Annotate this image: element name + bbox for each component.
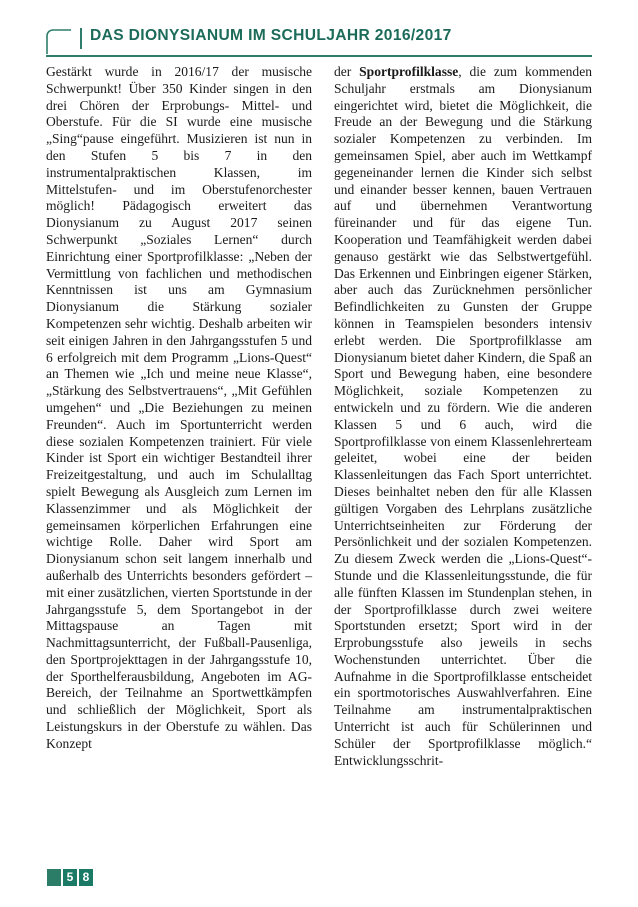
body-text-right: , die zum kommenden Schuljahr erstmals am Dionysianum eingerichtet wird, bietet die Möglichkeit, die Freude an der Bewegung und die Stärkung sozialer Kompetenzen zu verbinden. Im gemeinsamen Spiel, aber auch im Wettkampf gegeneinander lernen die Kinder sich selbst und einander besser kennen, bauen Vertrauen auf und übernehmen Verantwortung füreinander und für das eigene Tun. Kooperation und Teamfähigkeit werden dabei genauso gestärkt wie das Selbstwertgefühl. Das Erkennen und Einbringen eigener Stärken, aber auch das Zurücknehmen persönlicher Befindlichkeiten zu Gunsten der Gruppe können in Teamspielen besonders intensiv erlebt werden. Die Sportprofilklasse am Dionysianum bietet daher Kindern, die Spaß an Sport und Bewegung haben, eine besondere Möglichkeit, soziale Kompetenzen zu entwickeln und zu fördern. Wie die anderen Klassen 5 und 6 auch, wird die Sportprofilklasse von einem Klassenlehrerteam geleitet, wobei eine der beiden Klassenleitungen das Fach Sport unterrichtet. Dieses beinhaltet neben den für alle Klassen gültigen Vorgaben des Lehrplans zusätzliche Unterrichtseinheiten zur Förderung der Persönlichkeit und der sozialen Kompetenzen. Zu diesem Zweck werden die „Lions-Quest“-Stunde und die Klassenleitungsstunde, die für alle fünften Klassen im Stundenplan stehen, in der Sportprofilklasse durch zwei weitere Sportstunden ersetzt; Sport wird in der Erprobungsstufe also jeweils in sechs Wochenstunden unterrichtet. Über die Aufnahme in die Sportprofilklasse entscheidet ein sportmotorisches Auswahlverfahren. Eine Teilnahme am instrumentalpraktischen Unterricht ist auch für Schülerinnen und Schüler der Sportprofilklasse möglich.“ Entwicklungsschrit-: [334, 64, 592, 768]
corner-bracket-icon: [46, 29, 72, 54]
folio-box-digit-2: 8: [79, 869, 93, 886]
body-paragraph-right: [334, 64, 592, 769]
lead-text: der: [334, 64, 360, 79]
article-body: [46, 64, 592, 862]
body-paragraph-left: Gestärkt wurde in 2016/17 der musische Schwerpunkt! Über 350 Kinder singen in den drei Chören der Erprobungs- Mittel- und Oberstufe. Für die SI wurde eine musische „Sing“pause eingeführt. Musizieren ist nun in den Stufen 5 bis 7 in den instrumentalpraktischen Klassen, im Mittelstufen- und im Oberstufenorchester möglich! Pädagogisch erweitert das Dionysianum zu August 2017 seinen Schwerpunkt „Soziales Lernen“ durch Einrichtung einer Sportprofilklasse: „Neben der Vermittlung von fachlichen und methodischen Kenntnissen ist uns am Gymnasium Dionysianum die Stärkung sozialer Kompetenzen sehr wichtig. Deshalb arbeiten wir seit einigen Jahren in den Jahrgangsstufen 5 und 6 erfolgreich mit dem Programm „Lions-Quest“ an Themen wie „Ich und meine neue Klasse“, „Stärkung des Selbstvertrauens“, „Mit Gefühlen umgehen“ und „Die Beziehungen zu meinen Freunden“. Auch im Sportunterricht werden diese sozialen Kompetenzen trainiert. Für viele Kinder ist Sport ein wichtiger Bestandteil ihrer Freizeitgestaltung, und auch im Schulalltag spielt Bewegung als Ausgleich zum Lernen im Klassenzimmer und als Möglichkeit der gemeinsamen körperlichen Erfahrungen eine wichtige Rolle. Daher wird Sport am Dionysianum schon seit langem innerhalb und außerhalb des Unterrichts besonders gefördert – mit einer zusätzlichen, vierten Sportstunde in der Jahrgangsstufe 5, dem Sportangebot in der Mittagspause an Tagen mit Nachmittagsunterricht, der Fußball-Pausenliga, den Sportprojekttagen in der Jahrgangsstufe 10, der Sporthelferausbildung, Angeboten im AG-Bereich, der Teilnahme an Sportwettkämpfen und schließlich der Möglichkeit, Sport als Leistungskurs in der Oberstufe zu wählen. Das Konzept: [46, 64, 312, 751]
header-rule: [46, 55, 592, 57]
bold-term-sportprofilklasse: Sportprofilklasse: [359, 64, 459, 79]
folio-box-digit-1: 5: [63, 869, 77, 886]
folio-box-blank: [47, 869, 61, 886]
page-number-folio: [47, 869, 93, 886]
column-right: [334, 64, 592, 862]
header-divider: [80, 28, 82, 49]
page-header: [46, 26, 592, 54]
page-title: DAS DIONYSIANUM IM SCHULJAHR 2016/2017: [90, 27, 452, 44]
column-left: [46, 64, 312, 862]
